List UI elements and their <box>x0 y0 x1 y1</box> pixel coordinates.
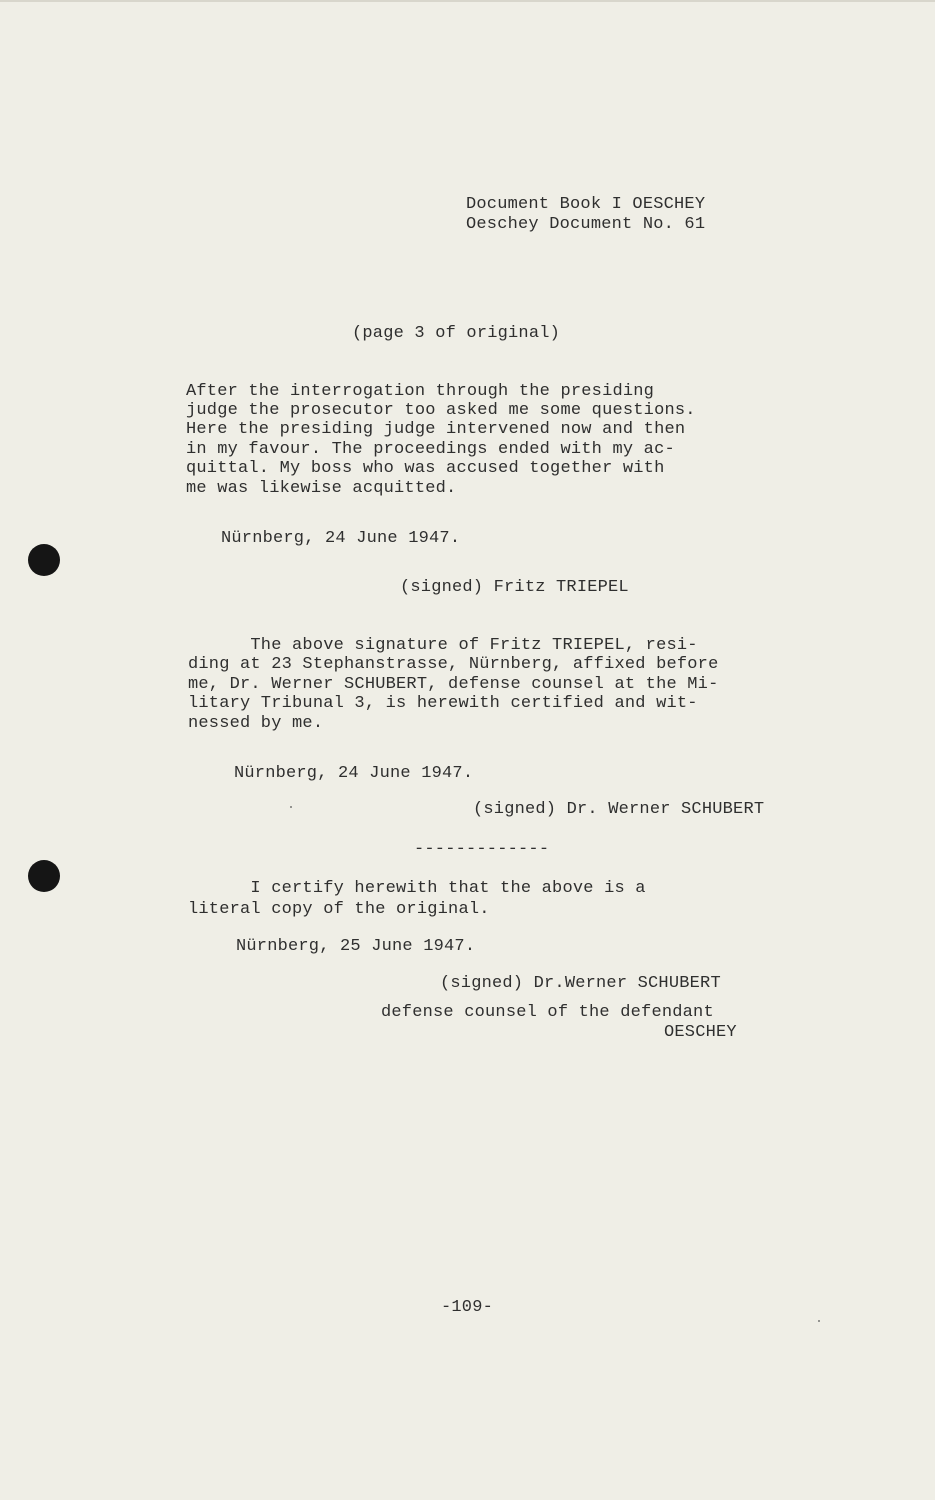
paper-speck <box>290 806 292 808</box>
signature-line: (signed) Fritz TRIEPEL <box>400 578 629 597</box>
header-line-1: Document Book I OESCHEY <box>466 195 706 214</box>
header-line-2: Oeschey Document No. 61 <box>466 215 706 234</box>
place-date: Nürnberg, 24 June 1947. <box>234 764 474 783</box>
signature-title-line-2: OESCHEY <box>664 1023 737 1042</box>
paragraph-line: me was likewise acquitted. <box>186 479 457 498</box>
signature-line: (signed) Dr.Werner SCHUBERT <box>440 974 721 993</box>
signature-line: (signed) Dr. Werner SCHUBERT <box>473 800 765 819</box>
punch-hole <box>28 860 60 892</box>
separator-line: ------------- <box>414 840 550 859</box>
paragraph-line: nessed by me. <box>188 714 324 733</box>
paragraph-line: litary Tribunal 3, is herewith certified and wit- <box>188 694 698 713</box>
paragraph-line: The above signature of Fritz TRIEPEL, resi- <box>188 636 698 655</box>
paragraph-line: judge the prosecutor too asked me some questions. <box>186 401 696 420</box>
paragraph-line: quittal. My boss who was accused together with <box>186 459 665 478</box>
paragraph-line: in my favour. The proceedings ended with my ac- <box>186 440 675 459</box>
paper-speck <box>818 1320 820 1322</box>
page-number: -109- <box>441 1298 494 1317</box>
place-date: Nürnberg, 24 June 1947. <box>221 529 461 548</box>
place-date: Nürnberg, 25 June 1947. <box>236 937 476 956</box>
paragraph-line: Here the presiding judge intervened now and then <box>186 420 686 439</box>
paragraph-line: literal copy of the original. <box>188 900 490 919</box>
paragraph-line: I certify herewith that the above is a <box>188 879 646 898</box>
paragraph-line: After the interrogation through the presiding <box>186 382 655 401</box>
signature-title-line-1: defense counsel of the defendant <box>381 1003 714 1022</box>
paragraph-line: ding at 23 Stephanstrasse, Nürnberg, affixed before <box>188 655 719 674</box>
punch-hole <box>28 544 60 576</box>
paragraph-line: me, Dr. Werner SCHUBERT, defense counsel at the Mi- <box>188 675 719 694</box>
page-note: (page 3 of original) <box>352 324 561 343</box>
